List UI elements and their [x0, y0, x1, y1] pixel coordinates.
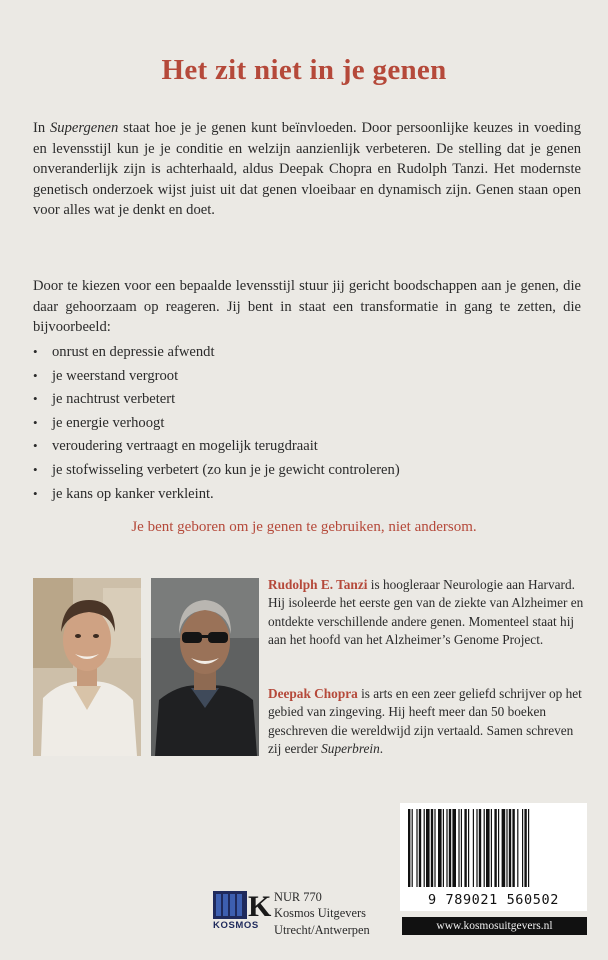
barcode-bar	[512, 809, 514, 887]
barcode-bar	[528, 809, 529, 887]
barcode-bar	[416, 809, 417, 887]
publisher-website: www.kosmosuitgevers.nl	[402, 917, 587, 935]
barcode-bar	[443, 809, 444, 887]
author-name-tanzi: Rudolph E. Tanzi	[268, 577, 368, 592]
author-photo-tanzi	[33, 578, 141, 756]
list-item: • je stofwisseling verbetert (zo kun je je gewicht controleren)	[33, 460, 581, 484]
barcode-bar	[502, 809, 506, 887]
tagline-quote: Je bent geboren om je genen te gebruiken, niet andersom.	[131, 519, 477, 535]
intro-text-rest: staat hoe je je genen kunt beïnvloeden. Door persoonlijke keuzes in voeding en levensstijl kun je je conditie en welzijn aanzienlijk verbeteren. De stelling dat je genen onveranderlijk zijn is achterhaald, aldus Deepak Chopra en Rudolph Tanzi. Het modernste genetisch onderzoek wijst juist uit dat genen vloeibaar en dynamisch zijn. Genen staan open voor alles wat je denkt en doet.	[33, 120, 581, 218]
page-title: Het zit niet in je genen	[161, 54, 447, 86]
barcode-bar	[461, 809, 462, 887]
author-bio-chopra	[268, 685, 586, 759]
list-item: • veroudering vertraagt en mogelijk terugdraait	[33, 436, 581, 460]
barcode-bar	[476, 809, 477, 887]
barcode-bar	[494, 809, 496, 887]
barcode-bar	[484, 809, 485, 887]
author-photo-chopra	[151, 578, 259, 756]
kosmos-logo-icon	[213, 889, 272, 931]
barcode-bars-icon	[400, 803, 587, 889]
list-item: • je kans op kanker verkleint.	[33, 484, 581, 508]
intro-text-start: In	[33, 120, 50, 136]
author-name-chopra: Deepak Chopra	[268, 686, 358, 701]
logo-wordmark: KOSMOS	[213, 920, 259, 931]
author-bio-text: is arts en een zeer geliefd schrijver op het gebied van zingeving. Hij heeft meer dan 50 boeken geschreven die wereldwijd zijn vertaald. Samen schreven zij eerder	[268, 686, 582, 757]
barcode-bar	[509, 809, 511, 887]
author-bio-end: .	[379, 741, 384, 757]
barcode-bar	[452, 809, 456, 887]
barcode-bar	[419, 809, 421, 887]
barcode-bar	[434, 809, 435, 887]
nur-code: NUR 770	[274, 890, 322, 904]
barcode-bar	[408, 809, 410, 887]
book-title-italic: Supergenen	[49, 120, 119, 136]
barcode-bar	[517, 809, 518, 887]
barcode-bar	[438, 809, 442, 887]
barcode-bar	[426, 809, 430, 887]
list-item: • je nachtrust verbetert	[33, 389, 581, 413]
barcode-bar	[464, 809, 466, 887]
barcode-bar	[449, 809, 451, 887]
barcode-bar	[446, 809, 447, 887]
list-item: • je weerstand vergroot	[33, 366, 581, 390]
author-bio-tanzi	[268, 576, 586, 650]
lifestyle-paragraph: Door te kiezen voor een bepaalde levensstijl stuur jij gericht boodschappen aan je genen, die daar gehoorzaam op reageren. Jij bent in staat een transformatie in gang te zetten, die bijvoorbeeld:	[33, 278, 581, 335]
barcode-bar	[479, 809, 481, 887]
barcode-bar	[498, 809, 499, 887]
barcode-bar	[473, 809, 474, 887]
publisher-city: Utrecht/Antwerpen	[274, 922, 370, 937]
list-item: • je energie verhoogt	[33, 413, 581, 437]
barcode-bar	[486, 809, 490, 887]
barcode-bar	[431, 809, 433, 887]
barcode-number: 9 789021 560502	[428, 892, 559, 908]
barcode-bar	[491, 809, 492, 887]
author-bio-text: is hoogleraar Neurologie aan Harvard. Hij isoleerde het eerste gen van de ziekte van Alzheimer en ontdekte verschillende andere genen. Momenteel staat hij aan het hoofd van het Alzheimer’s Genome Project.	[268, 577, 584, 648]
benefit-list	[33, 342, 581, 507]
isbn-barcode	[400, 803, 587, 911]
barcode-bar	[458, 809, 459, 887]
previous-book-title: Superbrein	[321, 741, 380, 757]
intro-paragraph	[33, 118, 581, 221]
publisher-info	[274, 889, 370, 938]
list-item: • onrust en depressie afwendt	[33, 342, 581, 366]
barcode-bar	[412, 809, 413, 887]
barcode-bar	[524, 809, 526, 887]
barcode-bar	[522, 809, 523, 887]
logo-letter: K	[248, 890, 272, 923]
barcode-bar	[468, 809, 469, 887]
barcode-bar	[424, 809, 425, 887]
publisher-name: Kosmos Uitgevers	[274, 906, 366, 921]
portrait-illustration	[151, 578, 259, 756]
portrait-illustration	[33, 578, 141, 756]
publisher-logo	[213, 889, 272, 931]
barcode-bar	[506, 809, 507, 887]
